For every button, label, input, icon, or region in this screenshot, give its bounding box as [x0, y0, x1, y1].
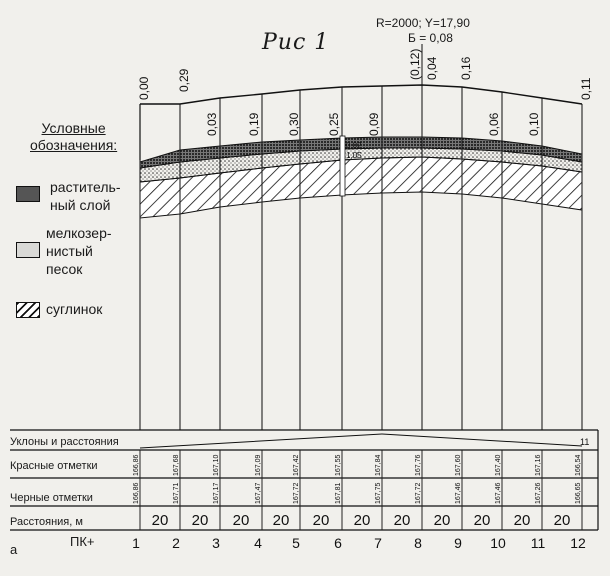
pk-number: 7 — [374, 535, 382, 551]
red-mark: 167,76 — [415, 454, 422, 476]
corner-letter: а — [10, 542, 18, 557]
inner-value: 0,25 — [327, 112, 341, 136]
legend-title-line1: Условные — [41, 120, 106, 136]
inner-value: 0,09 — [367, 112, 381, 136]
row-label-pk: ПК+ — [70, 534, 95, 549]
legend-item-soil — [50, 178, 121, 214]
pk-number: 10 — [490, 535, 506, 551]
legend-title-line2: обозначения: — [30, 137, 118, 153]
red-mark: 167,40 — [495, 454, 502, 476]
legend-swatch-loam — [16, 302, 40, 318]
inner-value: 0,06 — [487, 112, 501, 136]
red-mark: 167,84 — [375, 454, 382, 476]
distance-value: 20 — [151, 512, 169, 529]
distance-value: 20 — [191, 512, 209, 529]
curve-label: R=2000; Y=17,90 — [376, 16, 470, 30]
top-value: 0,00 — [137, 76, 151, 100]
top-value: 0,11 — [579, 77, 593, 100]
inner-value: 0,19 — [247, 112, 261, 136]
black-mark: 167,75 — [375, 482, 382, 504]
row-label-black: Черные отметки — [10, 492, 93, 504]
top-value: 0,29 — [177, 68, 191, 92]
red-mark: 167,55 — [335, 454, 342, 476]
black-mark: 167,71 — [173, 482, 180, 504]
red-mark: 167,09 — [255, 454, 262, 476]
pk-number: 2 — [172, 535, 180, 551]
legend-soil-line2: ный слой — [50, 197, 111, 213]
black-mark: 166,65 — [575, 482, 582, 504]
pk-number: 9 — [454, 535, 462, 551]
ground-line — [140, 85, 582, 104]
midpoint-marker — [340, 136, 345, 196]
black-mark: 167,46 — [455, 482, 462, 504]
legend-swatch-soil — [16, 186, 40, 202]
legend-sand-line3: песок — [46, 261, 83, 277]
pk-number: 11 — [530, 535, 546, 551]
red-mark: 166,86 — [133, 454, 140, 476]
black-mark: 167,81 — [335, 482, 342, 504]
legend-soil-line1: раститель- — [50, 179, 121, 195]
handwritten-title: Рис 1 — [262, 30, 330, 55]
distance-value: 20 — [272, 512, 290, 529]
pk-number: 3 — [212, 535, 220, 551]
legend-item-sand — [46, 224, 112, 278]
red-mark: 167,16 — [535, 454, 542, 476]
legend-item-loam: суглинок — [46, 301, 103, 317]
inner-value: 0,30 — [287, 112, 301, 136]
black-mark: 167,47 — [255, 482, 262, 504]
black-mark: 167,72 — [415, 482, 422, 504]
distance-value: 20 — [513, 512, 531, 529]
distance-value: 20 — [433, 512, 451, 529]
red-mark: 167,10 — [213, 454, 220, 476]
top-value: 0,04 — [425, 56, 439, 80]
distance-value: 20 — [393, 512, 411, 529]
distance-value: 20 — [473, 512, 491, 529]
red-mark: 167,68 — [173, 454, 180, 476]
inner-value: 0,10 — [527, 112, 541, 136]
slope-end-label: 11 — [580, 437, 590, 447]
inner-value: 0,03 — [205, 112, 219, 136]
top-value: (0,12) — [408, 48, 422, 80]
pk-number: 4 — [254, 535, 262, 551]
small-label: 0,02 — [346, 141, 362, 150]
grade-label: Б = 0,08 — [408, 31, 453, 45]
row-label-distances: Расстояния, м — [10, 516, 83, 528]
black-mark: 167,26 — [535, 482, 542, 504]
red-mark: 167,60 — [455, 454, 462, 476]
black-mark: 166,86 — [133, 482, 140, 504]
pk-number: 6 — [334, 535, 342, 551]
top-value: 0,16 — [459, 56, 473, 80]
pk-number: 1 — [132, 535, 140, 551]
small-label: 1,05 — [346, 151, 362, 160]
distance-value: 20 — [353, 512, 371, 529]
legend-swatch-sand — [16, 242, 40, 258]
table-values — [132, 437, 589, 551]
row-label-slopes: Уклоны и расстояния — [10, 436, 119, 448]
black-mark: 167,46 — [495, 482, 502, 504]
pk-number: 12 — [570, 535, 586, 551]
pk-number: 5 — [292, 535, 300, 551]
distance-value: 20 — [553, 512, 571, 529]
pk-number: 8 — [414, 535, 422, 551]
legend-sand-line2: нистый — [46, 243, 93, 259]
red-mark: 166,54 — [575, 454, 582, 476]
distance-value: 20 — [312, 512, 330, 529]
distance-value: 20 — [232, 512, 250, 529]
slope-line — [140, 434, 582, 448]
legend-sand-line1: мелкозер- — [46, 225, 112, 241]
legend-title — [30, 120, 117, 154]
black-mark: 167,17 — [213, 482, 220, 504]
row-label-red: Красные отметки — [10, 460, 98, 472]
black-mark: 167,72 — [293, 482, 300, 504]
red-mark: 167,42 — [293, 454, 300, 476]
